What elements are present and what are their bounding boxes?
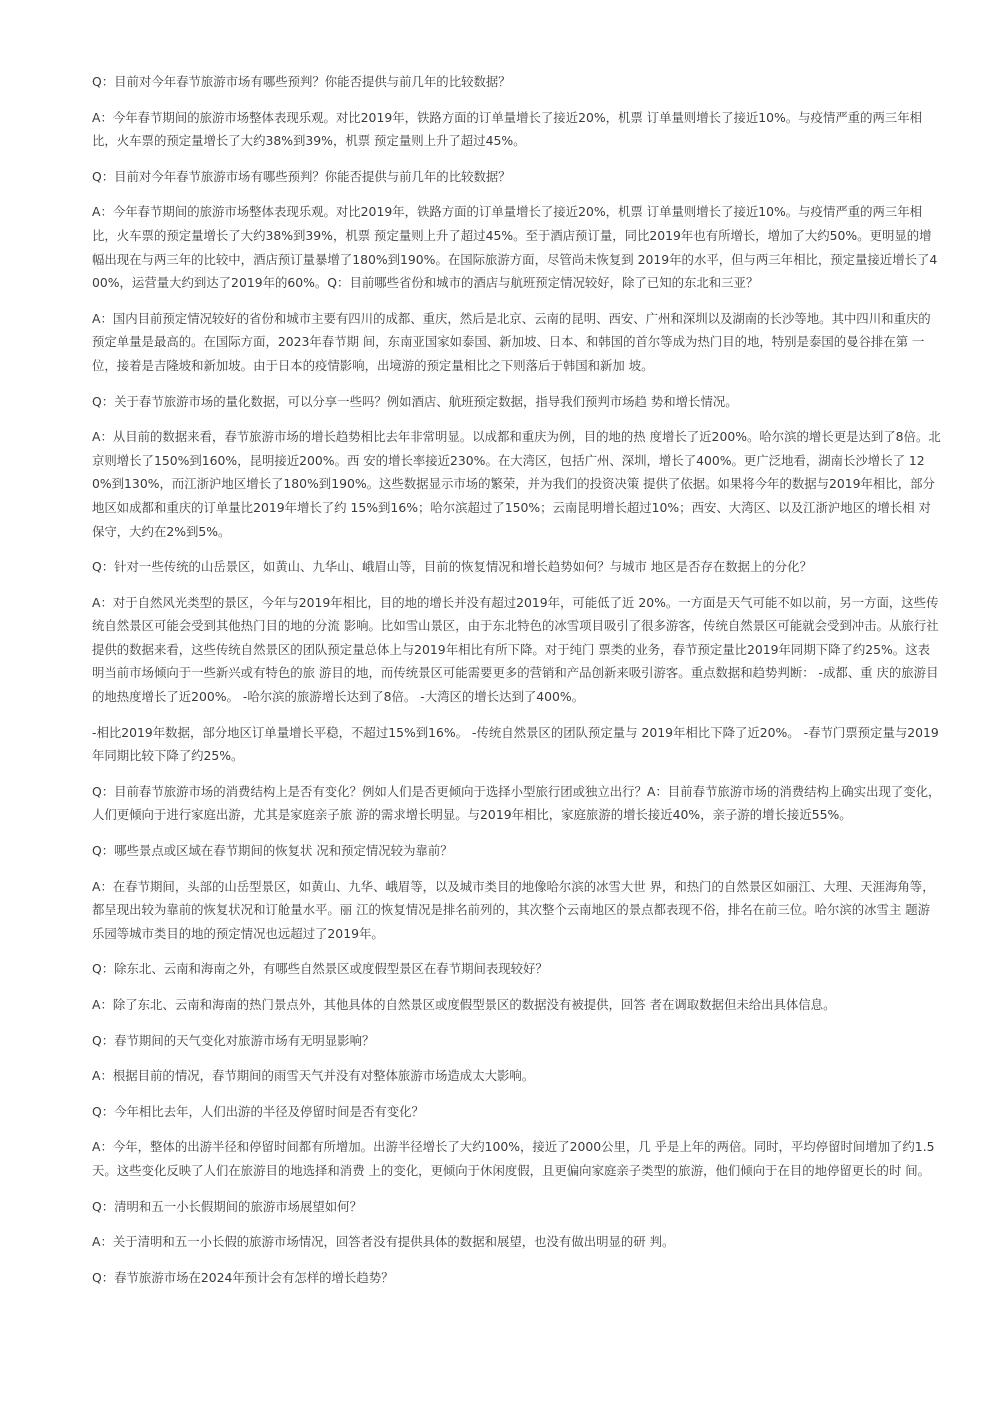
- question-paragraph: Q：清明和五一小长假期间的旅游市场展望如何？: [92, 1198, 362, 1214]
- question-paragraph: Q：哪些景点或区域在春节期间的恢复状 况和预定情况较为靠前？: [92, 843, 453, 859]
- answer-paragraph: A：在春节期间，头部的山岳型景区，如黄山、九华、峨眉等，以及城市类目的地像哈尔滨的冰雪大世 界，和热门的自然景区如丽江、大理、天涯海角等，都呈现出较为靠前的恢复状况和订舱量水平。丽 江的恢复情况是排名前列的，其次整个云南地区的景点都表现不俗，排名在前三位。哈尔滨的冰雪主 题游乐园等城市类目的地的预定情况也远超过了2019年。: [92, 878, 935, 941]
- question-paragraph: Q：关于春节旅游市场的量化数据，可以分享一些吗？例如酒店、航班预定数据，指导我们预判市场趋 势和增长情况。: [92, 393, 738, 409]
- question-paragraph: Q：春节期间的天气变化对旅游市场有无明显影响？: [92, 1032, 375, 1048]
- answer-paragraph: A：除了东北、云南和海南的热门景点外，其他具体的自然景区或度假型景区的数据没有被提供，回答 者在调取数据但未给出具体信息。: [92, 997, 836, 1012]
- answer-paragraph: A：国内目前预定情况较好的省份和城市主要有四川的成都、重庆，然后是北京、云南的昆明、西安、广州和深圳以及湖南的长沙等地。其中四川和重庆的预定单量是最高的。在国际方面，2023年春节期 间，东南亚国家如泰国、新加坡、日本、和韩国的首尔等成为热门目的地，特别是泰国的曼谷排在第 一位，接着是吉隆坡和新加坡。由于日本的疫情影响，出境游的预定量相比之下则落后于韩国和新加 坡。: [92, 310, 931, 373]
- answer-paragraph: A：从目前的数据来看，春节旅游市场的增长趋势相比去年非常明显。以成都和重庆为例，目的地的热 度增长了近200%。哈尔滨的增长更是达到了8倍。北京则增长了150%到160%，昆明接近200%。西 安的增长率接近230%。在大湾区，包括广州、深圳，增长了400%。更广泛地看，湖南长沙增长了 120%到130%，而江浙沪地区增长了180%到190%。这些数据显示市场的繁荣，并为我们的投资决策 提供了依据。如果将今年的数据与2019年相比，部分地区如成都和重庆的订单量比2019年增长了约 15%到16%；哈尔滨超过了150%；云南昆明增长超过10%；西安、大湾区、以及江浙沪地区的增长相 对保守，大约在2%到5%。: [92, 429, 941, 539]
- question-paragraph: Q：除东北、云南和海南之外，有哪些自然景区或度假型景区在春节期间表现较好？: [92, 961, 548, 977]
- answer-paragraph: A：今年，整体的出游半径和停留时间都有所增加。出游半径增长了大约100%，接近了2000公里，几 乎是上年的两倍。同时，平均停留时间增加了约1.5天。这些变化反映了人们在旅游目的地选择和消费 上的变化，更倾向于休闲度假，且更偏向家庭亲子类型的旅游，他们倾向于在目的地停留更长的时 间。: [92, 1139, 935, 1178]
- answer-paragraph: A：对于自然风光类型的景区，今年与2019年相比，目的地的增长并没有超过2019年，可能低了近 20%。一方面是天气可能不如以前，另一方面，这些传统自然景区可能会受到其他热门目的地的分流 影响。比如雪山景区，由于东北特色的冰雪项目吸引了很多游客，传统自然景区可能就会受到冲击。从旅行社提供的数据来看，这些传统自然景区的团队预定量总体上与2019年相比有所下降。对于纯门 票类的业务，春节预定量比2019年同期下降了约25%。这表明当前市场倾向于一些新兴或有特色的旅 游目的地，而传统景区可能需要更多的营销和产品创新来吸引游客。重点数据和趋势判断： -成都、重 庆的旅游目的地热度增长了近200%。 -哈尔滨的旅游增长达到了8倍。 -大湾区的增长达到了400%。: [92, 594, 939, 705]
- question-paragraph: Q：针对一些传统的山岳景区，如黄山、九华山、峨眉山等，目前的恢复情况和增长趋势如何？与城市 地区是否存在数据上的分化？: [92, 559, 812, 575]
- question-paragraph: Q：目前对今年春节旅游市场有哪些预判？你能否提供与前几年的比较数据？: [92, 74, 511, 89]
- answer-paragraph: A：今年春节期间的旅游市场整体表现乐观。对比2019年，铁路方面的订单量增长了接近20%，机票 订单量则增长了接近10%。与疫情严重的两三年相比，火车票的预定量增长了大约38%到39%，机票 预定量则上升了超过45%。: [92, 109, 923, 149]
- question-paragraph: Q：春节旅游市场在2024年预计会有怎样的增长趋势？: [92, 1269, 394, 1285]
- question-paragraph: Q：今年相比去年，人们出游的半径及停留时间是否有变化？: [92, 1103, 424, 1119]
- answer-paragraph: A：今年春节期间的旅游市场整体表现乐观。对比2019年，铁路方面的订单量增长了接近20%，机票 订单量则增长了接近10%。与疫情严重的两三年相比，火车票的预定量增长了大约38%到39%，机票 预定量则上升了超过45%。至于酒店预订量，同比2019年也有所增长，增加了大约50%。更明显的增 幅出现在与两三年的比较中，酒店预订量暴增了180%到190%。在国际旅游方面，尽管尚未恢复到 2019年的水平，但与两三年相比，预定量接近增长了400%，运营量大约到达了2019年的60%。Q：目前哪些省份和城市的酒店与航班预定情况较好，除了已知的东北和三亚？: [92, 204, 938, 291]
- answer-paragraph: A：关于清明和五一小长假的旅游市场情况，回答者没有提供具体的数据和展望，也没有做出明显的研 判。: [92, 1234, 675, 1250]
- question-paragraph: Q：目前对今年春节旅游市场有哪些预判？你能否提供与前几年的比较数据？: [92, 168, 511, 184]
- answer-paragraph: A：根据目前的情况，春节期间的雨雪天气并没有对整体旅游市场造成太大影响。: [92, 1068, 535, 1084]
- question-answer-paragraph: Q：目前春节旅游市场的消费结构上是否有变化？例如人们是否更倾向于选择小型旅行团或独立出行？A：目前春节旅游市场的消费结构上确实出现了变化，人们更倾向于进行家庭出游，尤其是家庭亲子旅 游的需求增长明显。与2019年相比，家庭旅游的增长接近40%，亲子游的增长接近55%。: [92, 783, 941, 823]
- summary-paragraph: -相比2019年数据，部分地区订单量增长平稳，不超过15%到16%。 -传统自然景区的团队预定量与 2019年相比下降了近20%。 -春节门票预定量与2019年同期比较下降了约25%。: [92, 724, 939, 764]
